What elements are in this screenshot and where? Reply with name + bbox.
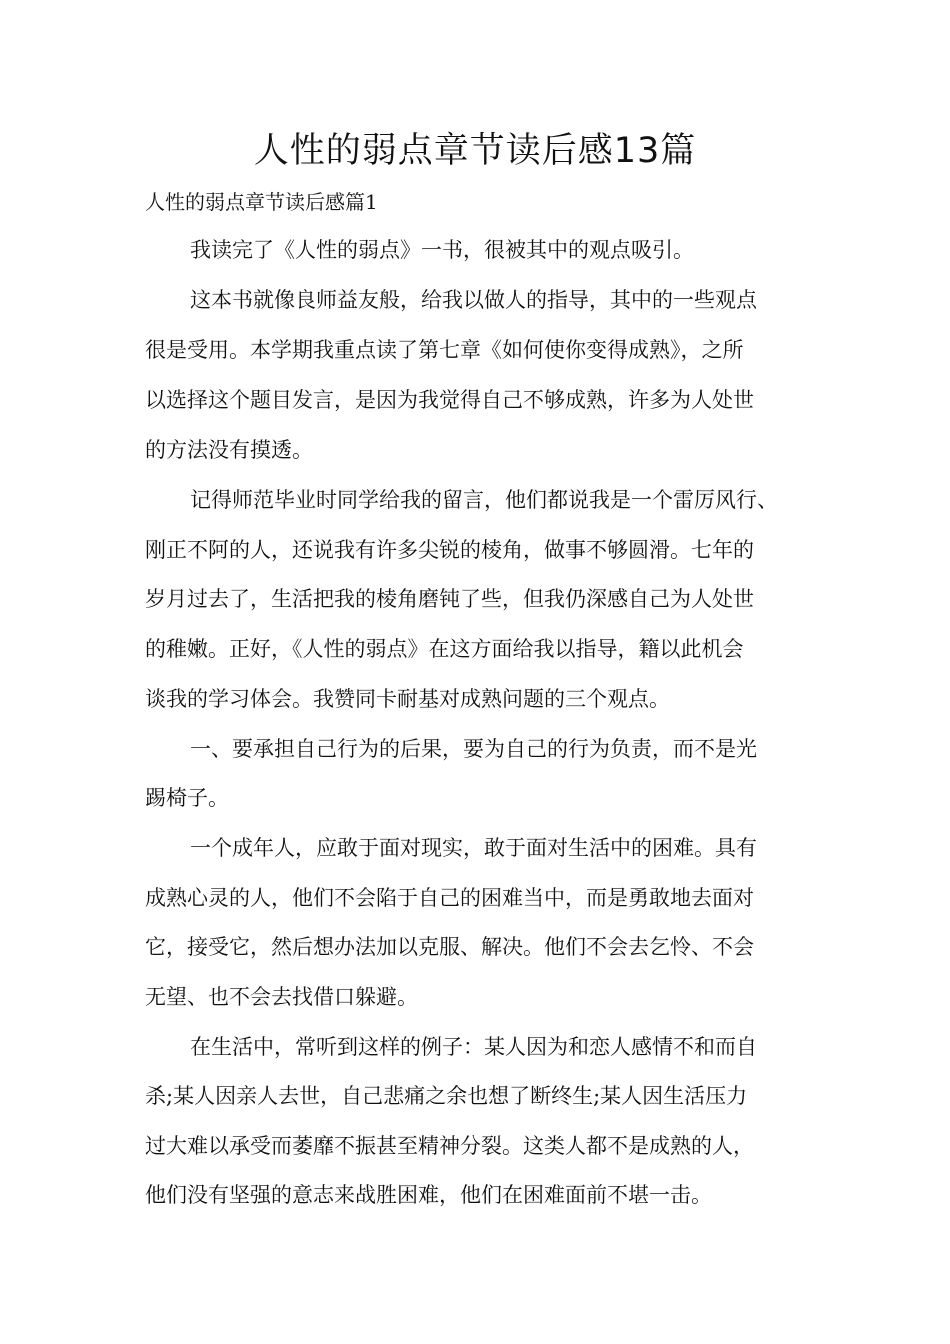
text-line: 一个成年人，应敢于面对现实，敢于面对生活中的困难。具有: [190, 836, 757, 860]
text-line: 一、要承担自己行为的后果，要为自己的行为负责，而不是光: [190, 737, 757, 761]
text-line: 的稚嫩。正好，《人性的弱点》在这方面给我以指导，籍以此机会: [145, 637, 744, 661]
text-line: 无望、也不会去找借口躲避。: [145, 985, 418, 1009]
text-line: 我读完了《人性的弱点》一书，很被其中的观点吸引。: [190, 238, 694, 262]
text-line: 这本书就像良师益友般，给我以做人的指导，其中的一些观点: [190, 288, 757, 312]
document-title: 人性的弱点章节读后感13篇: [253, 131, 697, 171]
text-line: 成熟心灵的人，他们不会陷于自己的困难当中，而是勇敢地去面对: [145, 886, 754, 910]
text-line: 杀;某人因亲人去世，自己悲痛之余也想了断终生;某人因生活压力: [145, 1084, 748, 1108]
text-line: 很是受用。本学期我重点读了第七章《如何使你变得成熟》，之所: [145, 338, 744, 362]
text-line: 它，接受它，然后想办法加以克服、解决。他们不会去乞怜、不会: [145, 935, 754, 959]
text-line: 以选择这个题目发言，是因为我觉得自己不够成熟，许多为人处世: [145, 388, 754, 412]
text-line: 记得师范毕业时同学给我的留言，他们都说我是一个雷厉风行、: [190, 488, 778, 512]
text-line: 踢椅子。: [145, 786, 229, 810]
text-line: 岁月过去了，生活把我的棱角磨钝了些，但我仍深感自己为人处世: [145, 587, 754, 611]
text-line: 他们没有坚强的意志来战胜困难，他们在困难面前不堪一击。: [145, 1183, 712, 1207]
text-line: 过大难以承受而萎靡不振甚至精神分裂。这类人都不是成熟的人，: [145, 1134, 754, 1158]
text-line: 在生活中，常听到这样的例子：某人因为和恋人感情不和而自: [190, 1035, 757, 1059]
text-line: 的方法没有摸透。: [145, 438, 313, 462]
text-line: 刚正不阿的人，还说我有许多尖锐的棱角，做事不够圆滑。七年的: [145, 538, 754, 562]
text-line: 谈我的学习体会。我赞同卡耐基对成熟问题的三个观点。: [145, 687, 670, 711]
section-heading: 人性的弱点章节读后感篇1: [145, 190, 378, 214]
